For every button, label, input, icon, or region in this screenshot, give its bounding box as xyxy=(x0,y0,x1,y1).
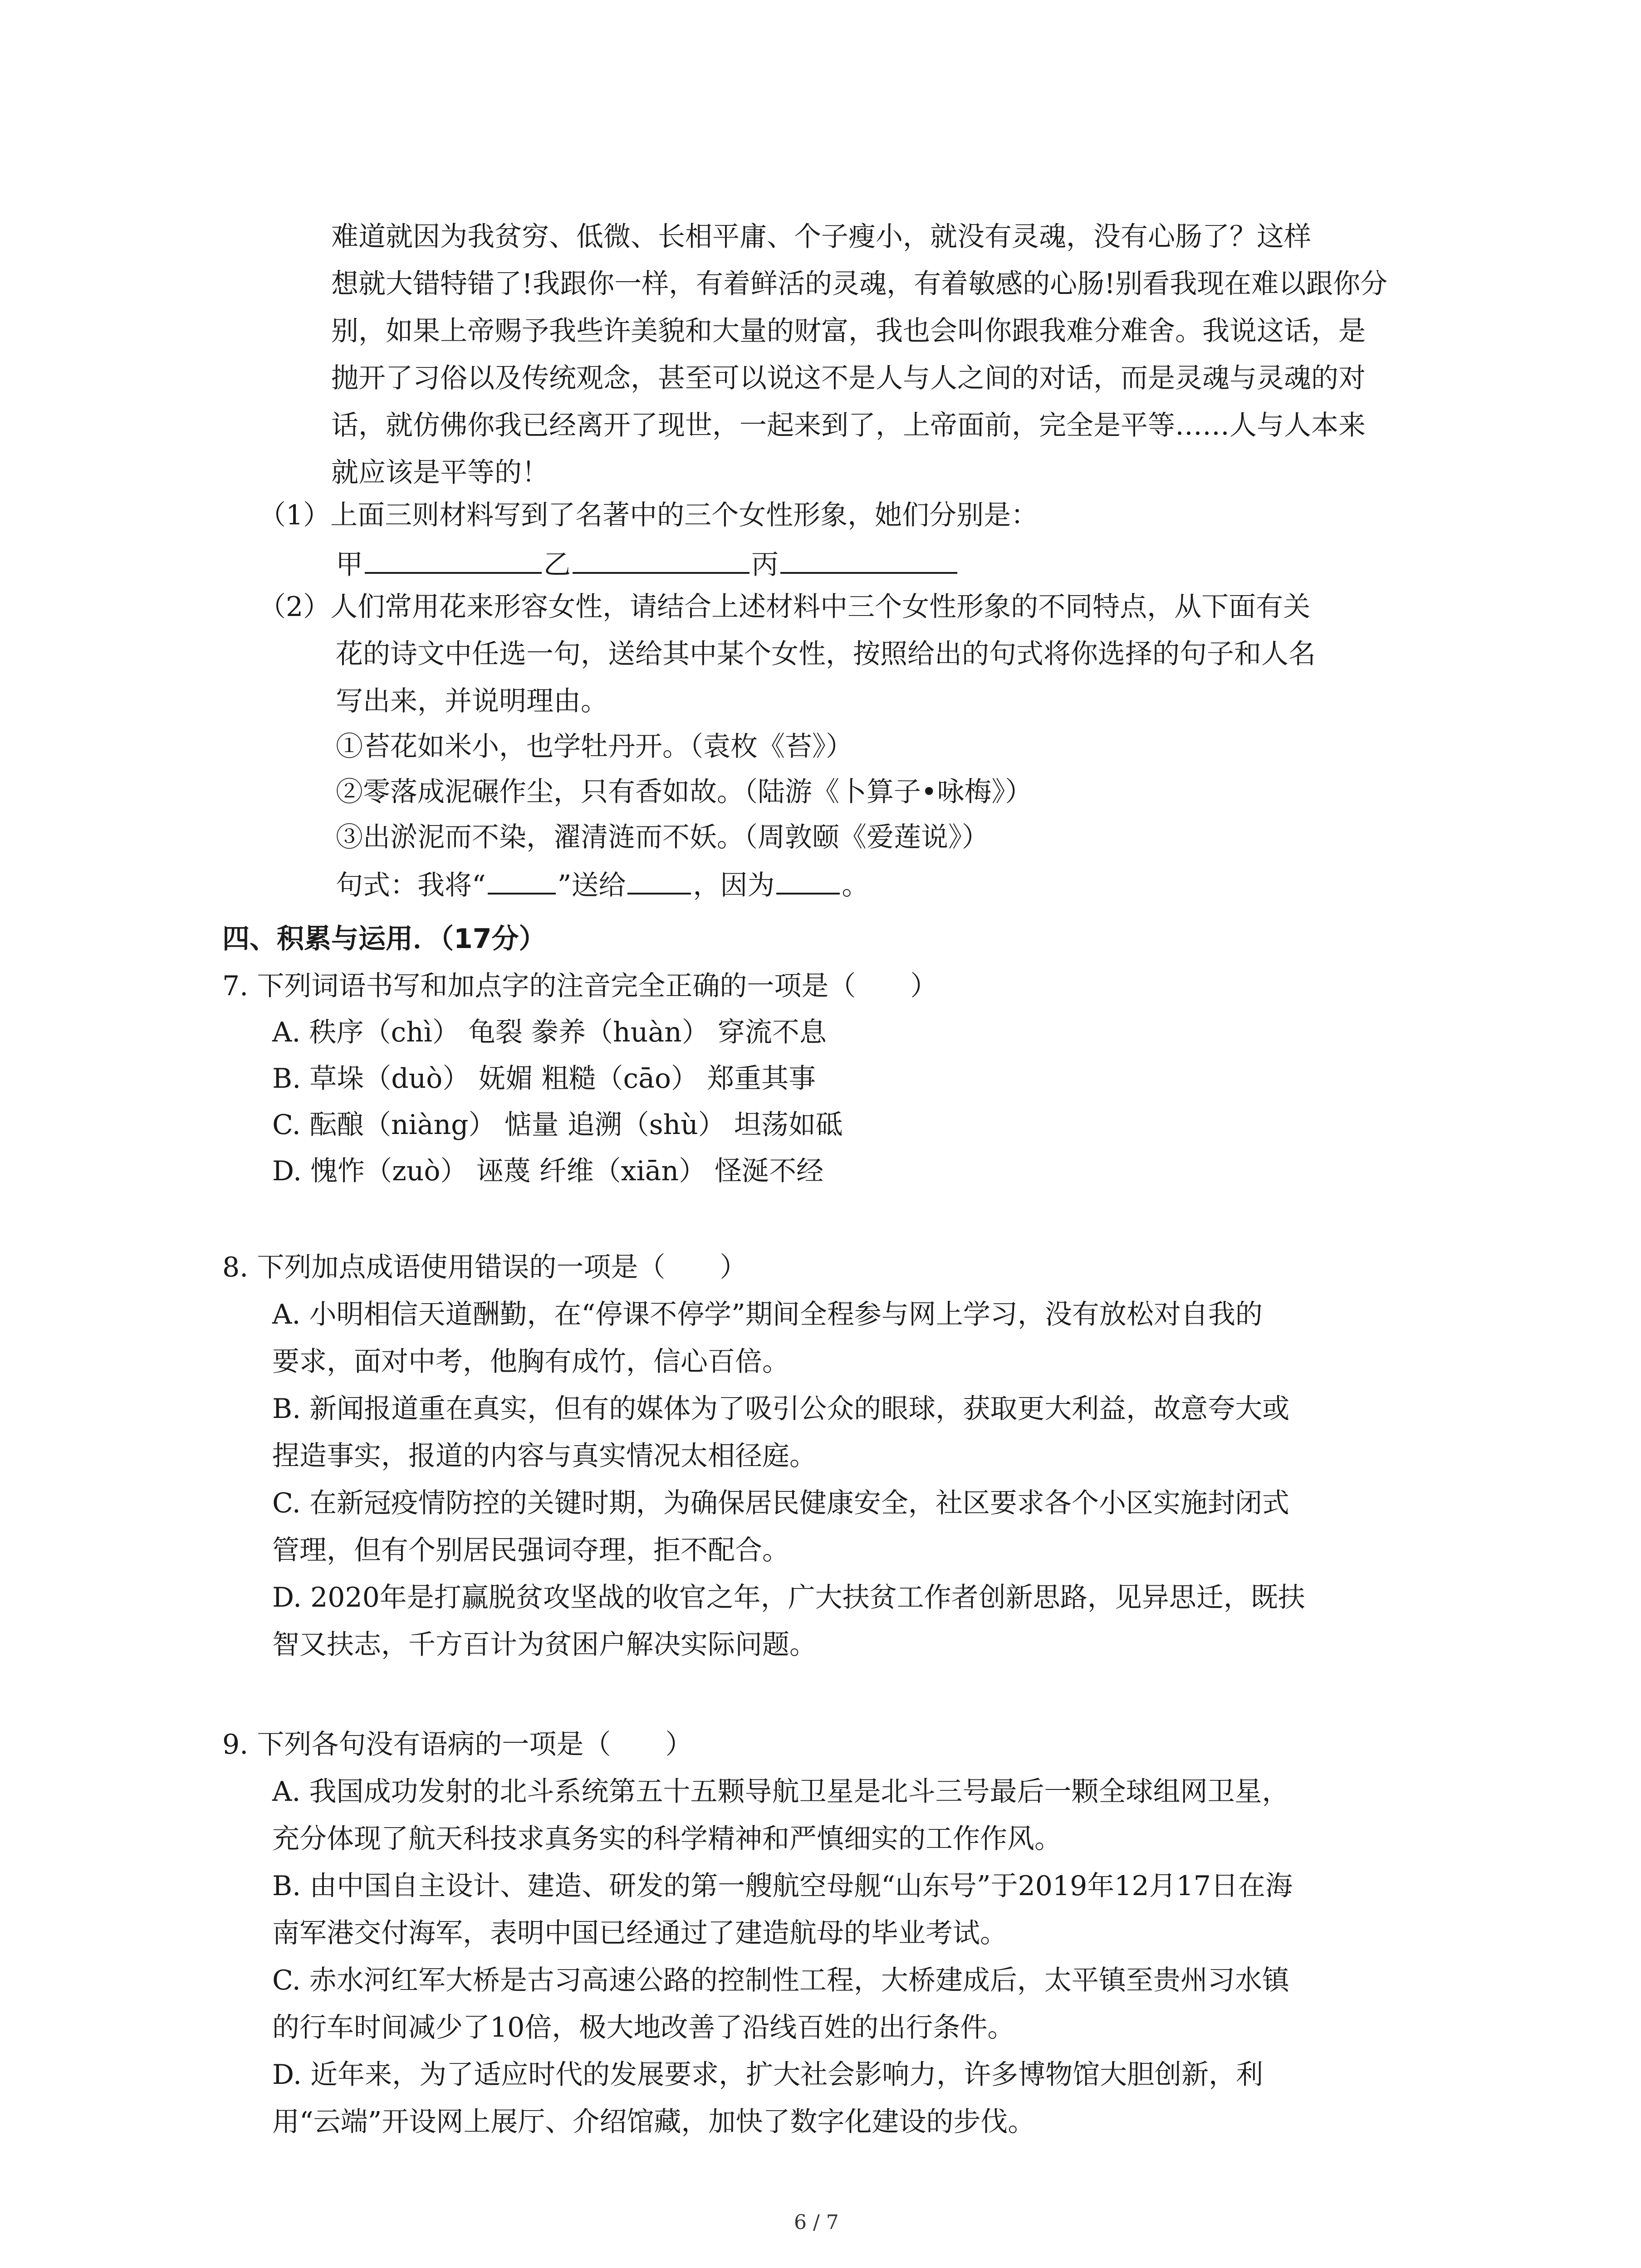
q7-option-c: C. 酝酿（niàng） 惦量 追溯（shù） 坦荡如砥 xyxy=(272,1109,843,1141)
passage-line: 抛开了习俗以及传统观念，甚至可以说这不是人与人之间的对话，而是灵魂与灵魂的对 xyxy=(331,362,1366,394)
passage-line: 难道就因为我贫穷、低微、长相平庸、个子瘦小，就没有灵魂，没有心肠了？这样 xyxy=(331,221,1311,253)
q6-option: ②零落成泥碾作尘，只有香如故。（陆游《卜算子•咏梅》） xyxy=(336,776,1033,808)
q6-option: ①苔花如米小，也学牡丹开。（袁枚《苔》） xyxy=(336,731,853,763)
label-c: 丙 xyxy=(751,549,779,581)
passage-line: 话，就仿佛你我已经离开了现世，一起来到了，上帝面前，完全是平等……人与人本来 xyxy=(331,410,1366,441)
pattern-blank-sentence[interactable] xyxy=(488,867,556,894)
q6-part2-line: 写出来，并说明理由。 xyxy=(336,685,608,717)
q6-sentence-pattern xyxy=(336,867,869,902)
pattern-blank-name[interactable] xyxy=(627,867,691,894)
q8-line: A. 小明相信天道酬勤，在“停课不停学”期间全程参与网上学习，没有放松对自我的 xyxy=(272,1299,1263,1330)
q8-line: D. 2020年是打赢脱贫攻坚战的收官之年，广大扶贫工作者创新思路，见异思迁，既扶 xyxy=(272,1582,1305,1613)
answer-blank-a[interactable] xyxy=(365,547,542,574)
q7-option-a: A. 秩序（chì） 龟裂 豢养（huàn） 穿流不息 xyxy=(272,1017,827,1048)
pattern-blank-reason[interactable] xyxy=(776,867,840,894)
passage-line: 别，如果上帝赐予我些许美貌和大量的财富，我也会叫你跟我难分难舍。我说这话，是 xyxy=(331,315,1366,347)
page-number: 6 / 7 xyxy=(794,2211,839,2234)
q7-option-b: B. 草垛（duò） 妩媚 粗糙（cāo） 郑重其事 xyxy=(272,1063,816,1095)
q9-line: B. 由中国自主设计、建造、研发的第一艘航空母舰“山东号”于2019年12月17日在海 xyxy=(272,1870,1293,1902)
q9-line: C. 赤水河红军大桥是古习高速公路的控制性工程，大桥建成后，太平镇至贵州习水镇 xyxy=(272,1965,1289,1996)
pattern-part-a: 句式：我将“ xyxy=(336,870,486,901)
q6-option: ③出淤泥而不染，濯清涟而不妖。（周敦颐《爱莲说》） xyxy=(336,821,989,853)
q6-part2-line: （2）人们常用花来形容女性，请结合上述材料中三个女性形象的不同特点，从下面有关 xyxy=(259,591,1311,623)
q6-part1: （1）上面三则材料写到了名著中的三个女性形象，她们分别是： xyxy=(259,499,1038,531)
section-title: 四、积累与运用．（17分） xyxy=(222,923,546,955)
q8-stem: 8. 下列加点成语使用错误的一项是（ ） xyxy=(222,1251,747,1283)
pattern-part-b: ”送给 xyxy=(557,870,626,901)
passage-line: 就应该是平等的！ xyxy=(331,457,549,489)
q8-line: 捏造事实，报道的内容与真实情况太相径庭。 xyxy=(272,1440,817,1472)
q8-line: 管理，但有个别居民强词夺理，拒不配合。 xyxy=(272,1535,789,1566)
pattern-part-c: ，因为 xyxy=(693,870,775,901)
pattern-part-d: 。 xyxy=(842,870,869,901)
q7-stem: 7. 下列词语书写和加点字的注音完全正确的一项是（ ） xyxy=(222,970,938,1002)
q6-answer-row xyxy=(336,547,959,581)
q9-line: D. 近年来，为了适应时代的发展要求，扩大社会影响力，许多博物馆大胆创新，利 xyxy=(272,2059,1264,2091)
q8-line: C. 在新冠疫情防控的关键时期，为确保居民健康安全，社区要求各个小区实施封闭式 xyxy=(272,1487,1289,1519)
label-b: 乙 xyxy=(544,549,571,581)
q7-option-d: D. 愧怍（zuò） 诬蔑 纤维（xiān） 怪涎不经 xyxy=(272,1155,824,1187)
q9-line: 用“云端”开设网上展厅、介绍馆藏，加快了数字化建设的步伐。 xyxy=(272,2106,1035,2138)
q9-line: 充分体现了航天科技求真务实的科学精神和严慎细实的工作作风。 xyxy=(272,1823,1062,1855)
passage-line: 想就大错特错了!我跟你一样，有着鲜活的灵魂，有着敏感的心肠!别看我现在难以跟你分 xyxy=(331,268,1388,300)
label-a: 甲 xyxy=(336,549,363,581)
answer-blank-b[interactable] xyxy=(573,547,749,574)
q9-line: A. 我国成功发射的北斗系统第五十五颗导航卫星是北斗三号最后一颗全球组网卫星， xyxy=(272,1776,1289,1808)
q9-line: 的行车时间减少了10倍，极大地改善了沿线百姓的出行条件。 xyxy=(272,2012,1015,2043)
q6-part2-line: 花的诗文中任选一句，送给其中某个女性，按照给出的句式将你选择的句子和人名 xyxy=(336,638,1316,670)
q9-line: 南军港交付海军，表明中国已经通过了建造航母的毕业考试。 xyxy=(272,1917,1007,1949)
q8-line: 要求，面对中考，他胸有成竹，信心百倍。 xyxy=(272,1346,789,1378)
q8-line: B. 新闻报道重在真实，但有的媒体为了吸引公众的眼球，获取更大利益，故意夸大或 xyxy=(272,1393,1290,1425)
answer-blank-c[interactable] xyxy=(780,547,957,574)
q9-stem: 9. 下列各句没有语病的一项是（ ） xyxy=(222,1729,693,1760)
q8-line: 智又扶志，千方百计为贫困户解决实际问题。 xyxy=(272,1629,817,1661)
